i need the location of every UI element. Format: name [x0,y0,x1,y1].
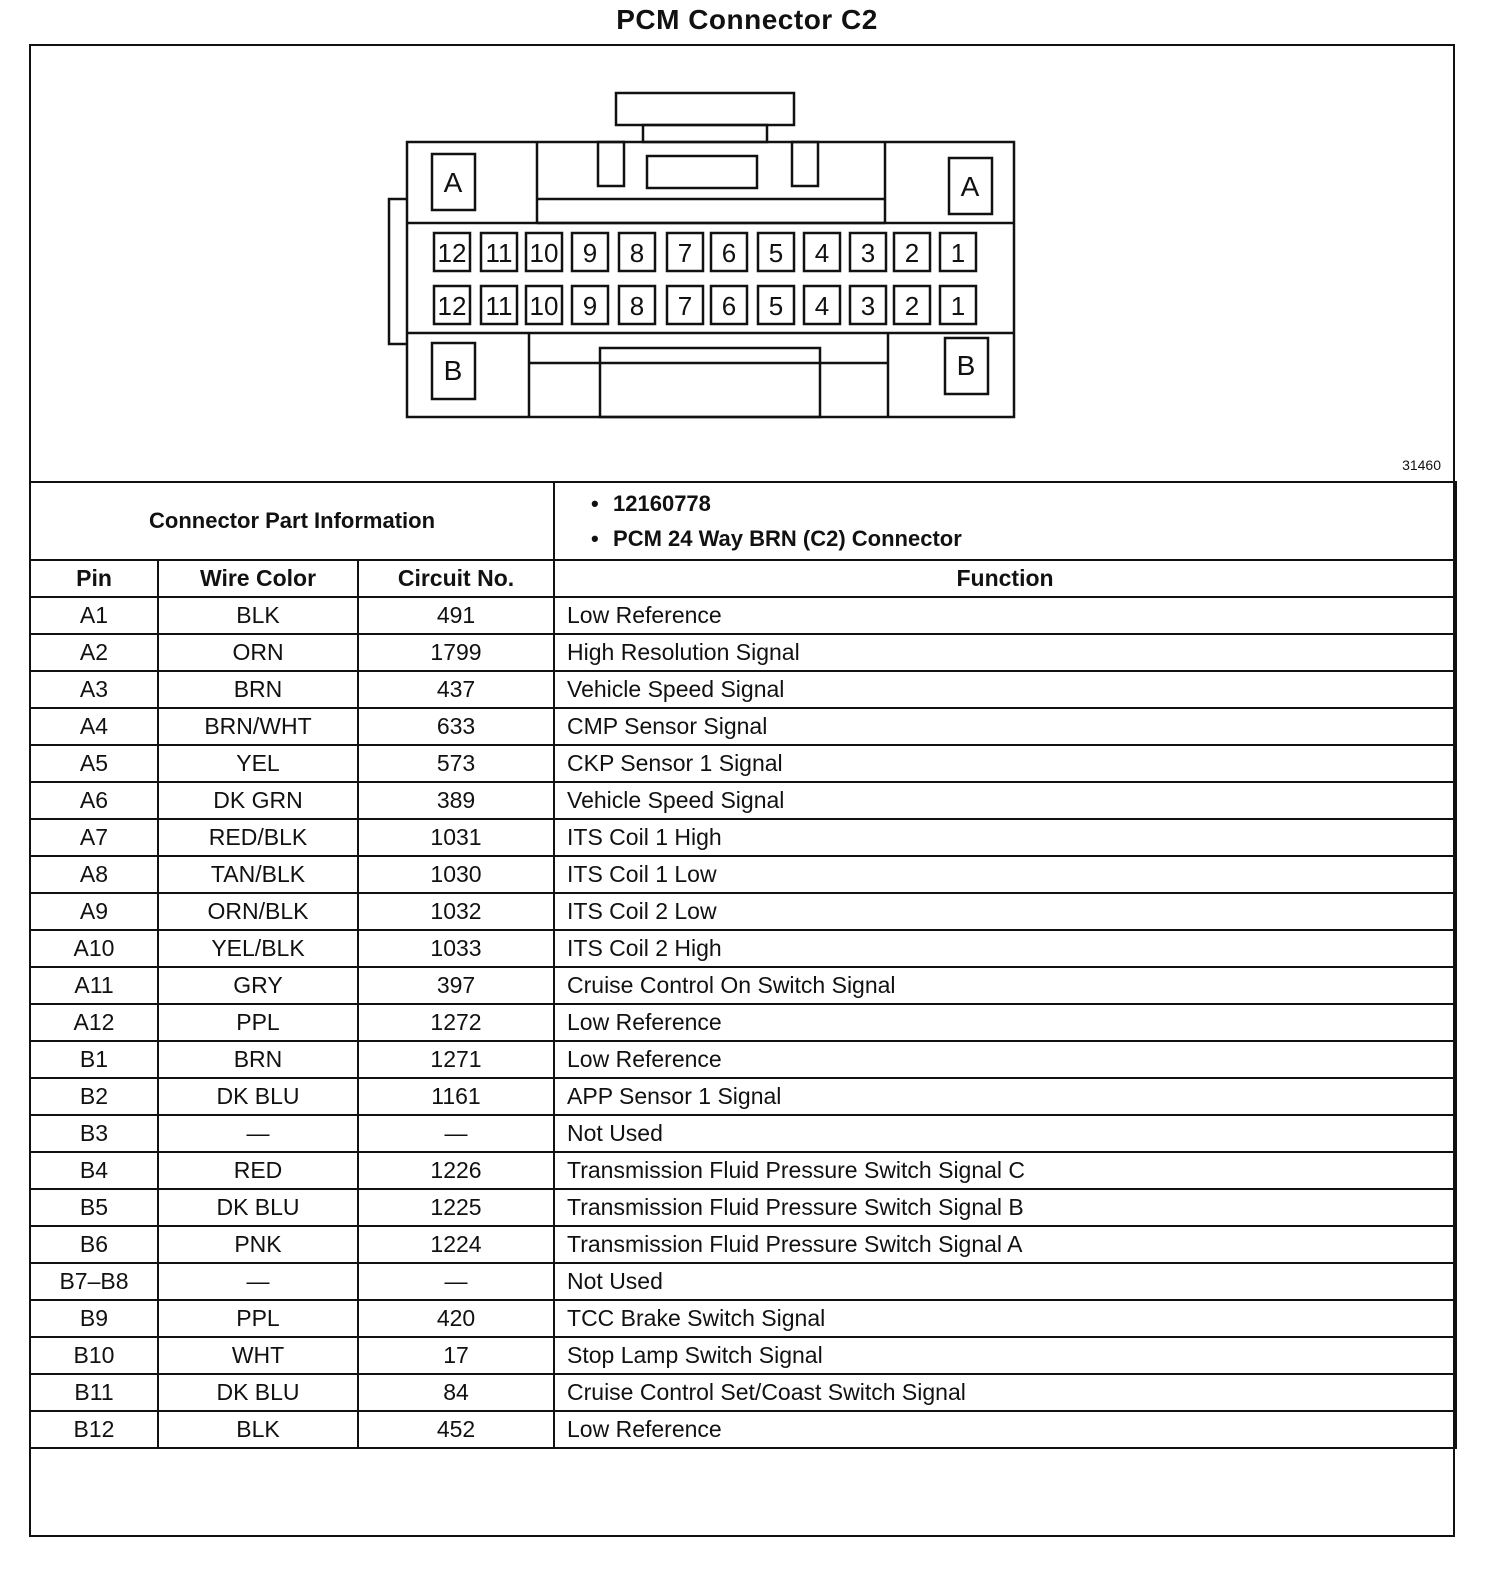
cell-function: CKP Sensor 1 Signal [554,745,1456,782]
cell-wire-color: — [158,1115,358,1152]
pin-number-label: 12 [437,291,467,321]
table-row [30,671,1456,708]
key-label-bottom-left: B [443,355,463,386]
key-label-top-left: A [443,167,463,198]
pin-number-label: 1 [950,291,966,321]
table-row [30,1152,1456,1189]
cell-circuit-no: 1272 [358,1004,554,1041]
header-pin: Pin [30,560,158,597]
cell-circuit-no: 1032 [358,893,554,930]
table-row [30,1411,1456,1448]
cell-circuit-no: 1030 [358,856,554,893]
cell-pin: B2 [30,1078,158,1115]
cell-wire-color: BRN [158,1041,358,1078]
cell-pin: A9 [30,893,158,930]
cell-wire-color: RED/BLK [158,819,358,856]
page-title: PCM Connector C2 [616,4,878,35]
table-row [30,930,1456,967]
header-circuit-no: Circuit No. [358,560,554,597]
cell-function: ITS Coil 1 Low [554,856,1456,893]
cell-pin: B7–B8 [30,1263,158,1300]
cell-circuit-no: 1799 [358,634,554,671]
cell-wire-color: — [158,1263,358,1300]
pin-number-label: 10 [529,291,559,321]
pin-number-label: 9 [582,291,598,321]
cell-function: Cruise Control On Switch Signal [554,967,1456,1004]
cell-circuit-no: — [358,1263,554,1300]
cell-function: APP Sensor 1 Signal [554,1078,1456,1115]
cell-function: Low Reference [554,1041,1456,1078]
cell-function: Low Reference [554,1004,1456,1041]
cell-wire-color: TAN/BLK [158,856,358,893]
pin-number-label: 11 [485,238,513,268]
pin-number-label: 6 [721,238,737,268]
cell-pin: A1 [30,597,158,634]
pin-number-label: 9 [582,238,598,268]
pin-number-label: 6 [721,291,737,321]
cell-wire-color: BRN/WHT [158,708,358,745]
cell-wire-color: DK BLU [158,1189,358,1226]
cell-function: Vehicle Speed Signal [554,671,1456,708]
cell-function: Not Used [554,1263,1456,1300]
table-row [30,634,1456,671]
table-row [30,1226,1456,1263]
cell-wire-color: BLK [158,597,358,634]
cell-circuit-no: — [358,1115,554,1152]
table-row [30,597,1456,634]
pin-number-label: 11 [485,291,513,321]
cell-circuit-no: 452 [358,1411,554,1448]
cell-pin: A12 [30,1004,158,1041]
pinout-table [29,481,1457,1449]
cell-function: Transmission Fluid Pressure Switch Signal C [554,1152,1456,1189]
cell-function: Transmission Fluid Pressure Switch Signal B [554,1189,1456,1226]
cell-pin: B6 [30,1226,158,1263]
cell-wire-color: PPL [158,1004,358,1041]
table-row [30,893,1456,930]
cell-wire-color: GRY [158,967,358,1004]
cell-wire-color: ORN/BLK [158,893,358,930]
cell-function: Vehicle Speed Signal [554,782,1456,819]
cell-circuit-no: 397 [358,967,554,1004]
cell-circuit-no: 84 [358,1374,554,1411]
cell-wire-color: BLK [158,1411,358,1448]
cell-wire-color: PPL [158,1300,358,1337]
figure-id: 31460 [1402,457,1441,473]
cell-pin: B11 [30,1374,158,1411]
cell-pin: B9 [30,1300,158,1337]
pin-number-label: 2 [904,238,920,268]
table-row [30,1337,1456,1374]
table-row [30,1004,1456,1041]
cell-function: Cruise Control Set/Coast Switch Signal [554,1374,1456,1411]
cell-wire-color: PNK [158,1226,358,1263]
cell-wire-color: YEL [158,745,358,782]
table-row [30,1300,1456,1337]
cell-function: CMP Sensor Signal [554,708,1456,745]
cell-pin: B1 [30,1041,158,1078]
cell-function: ITS Coil 2 Low [554,893,1456,930]
cell-circuit-no: 420 [358,1300,554,1337]
cell-function: Transmission Fluid Pressure Switch Signal A [554,1226,1456,1263]
pin-number-label: 1 [950,238,966,268]
connector-diagram-area [31,46,1453,483]
pin-number-label: 7 [677,291,693,321]
pin-number-label: 2 [904,291,920,321]
cell-wire-color: RED [158,1152,358,1189]
pin-number-label: 8 [629,238,645,268]
cell-circuit-no: 1271 [358,1041,554,1078]
cell-pin: B3 [30,1115,158,1152]
cell-pin: A2 [30,634,158,671]
cell-function: TCC Brake Switch Signal [554,1300,1456,1337]
key-label-bottom-right: B [956,350,976,381]
cell-function: High Resolution Signal [554,634,1456,671]
cell-pin: A4 [30,708,158,745]
cell-pin: B4 [30,1152,158,1189]
key-label-top-right: A [960,171,980,202]
pin-number-label: 5 [768,238,784,268]
cell-circuit-no: 1033 [358,930,554,967]
pin-number-label: 4 [814,291,830,321]
cell-circuit-no: 1031 [358,819,554,856]
cell-pin: A8 [30,856,158,893]
cell-wire-color: DK GRN [158,782,358,819]
table-header-row [30,560,1456,597]
pin-number-label: 8 [629,291,645,321]
cell-wire-color: DK BLU [158,1374,358,1411]
table-row [30,819,1456,856]
cell-pin: A5 [30,745,158,782]
cell-pin: A10 [30,930,158,967]
table-row [30,1041,1456,1078]
table-row [30,967,1456,1004]
cell-pin: B10 [30,1337,158,1374]
pin-number-label: 3 [860,238,876,268]
pin-number-label: 3 [860,291,876,321]
pin-number-label: 10 [529,238,559,268]
cell-function: Low Reference [554,597,1456,634]
cell-wire-color: YEL/BLK [158,930,358,967]
part-info-row [30,482,1456,560]
table-row [30,782,1456,819]
table-row [30,1263,1456,1300]
pin-number-label: 5 [768,291,784,321]
cell-function: Low Reference [554,1411,1456,1448]
table-row [30,1078,1456,1115]
cell-wire-color: BRN [158,671,358,708]
part-info-item: • PCM 24 Way BRN (C2) Connector [591,526,962,551]
cell-function: Not Used [554,1115,1456,1152]
cell-circuit-no: 633 [358,708,554,745]
cell-pin: B12 [30,1411,158,1448]
cell-wire-color: WHT [158,1337,358,1374]
header-wire-color: Wire Color [158,560,358,597]
cell-function: ITS Coil 2 High [554,930,1456,967]
cell-circuit-no: 491 [358,597,554,634]
cell-circuit-no: 437 [358,671,554,708]
cell-circuit-no: 17 [358,1337,554,1374]
cell-wire-color: DK BLU [158,1078,358,1115]
cell-pin: A6 [30,782,158,819]
part-info-label: Connector Part Information [30,482,554,560]
cell-circuit-no: 1224 [358,1226,554,1263]
pin-number-label: 12 [437,238,467,268]
cell-pin: A3 [30,671,158,708]
cell-function: Stop Lamp Switch Signal [554,1337,1456,1374]
cell-pin: B5 [30,1189,158,1226]
pin-number-label: 7 [677,238,693,268]
pin-number-label: 4 [814,238,830,268]
header-function: Function [554,560,1456,597]
cell-wire-color: ORN [158,634,358,671]
table-row [30,1374,1456,1411]
part-info-list [554,482,1456,560]
table-row [30,1115,1456,1152]
cell-circuit-no: 1225 [358,1189,554,1226]
cell-circuit-no: 1161 [358,1078,554,1115]
cell-circuit-no: 573 [358,745,554,782]
table-row [30,856,1456,893]
cell-pin: A11 [30,967,158,1004]
cell-pin: A7 [30,819,158,856]
table-row [30,1189,1456,1226]
connector-diagram [31,46,1453,481]
cell-circuit-no: 389 [358,782,554,819]
table-row [30,745,1456,782]
cell-circuit-no: 1226 [358,1152,554,1189]
document-frame [29,44,1455,1537]
table-row [30,708,1456,745]
part-info-item: • 12160778 [591,491,711,516]
cell-function: ITS Coil 1 High [554,819,1456,856]
